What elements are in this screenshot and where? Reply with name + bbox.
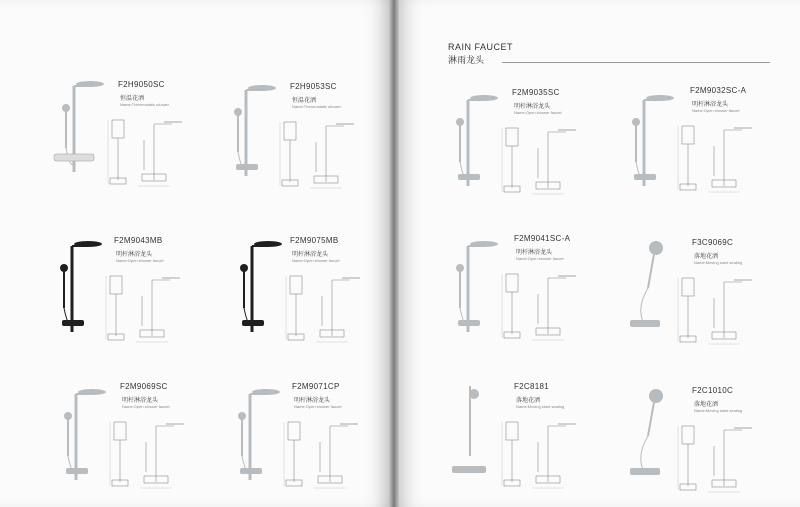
product-card[interactable] <box>620 376 790 496</box>
product-photo <box>620 376 680 496</box>
rain-head-icon <box>646 95 674 101</box>
hand-shower-head-icon <box>62 104 70 112</box>
product-code: F2M9032SC-A <box>690 86 747 95</box>
hand-shower-head-icon <box>240 264 248 272</box>
technical-drawing <box>108 114 208 194</box>
product-photo <box>226 376 286 496</box>
hand-shower-head-icon <box>60 264 68 272</box>
product-photo <box>50 68 110 188</box>
hand-shower-head-icon <box>649 241 663 255</box>
drawing-view-front <box>112 120 124 138</box>
product-photo <box>620 82 680 202</box>
section-title-en: RAIN FAUCET <box>448 42 514 52</box>
drawing-view-front <box>290 276 302 294</box>
mixer-body <box>66 468 88 474</box>
mixer-body <box>630 320 660 327</box>
hand-shower <box>648 254 654 288</box>
product-name-cn: 明杆淋浴龙头 <box>294 398 331 404</box>
technical-drawing <box>678 272 778 352</box>
product-photo <box>444 82 504 202</box>
technical-drawing <box>502 268 602 348</box>
mixer-body <box>634 174 656 180</box>
product-code: F2M9041SC-A <box>514 234 571 243</box>
product-code: F2M9035SC <box>512 88 560 97</box>
product-name-en: Name:Open shower faucet <box>122 404 170 409</box>
thermo-shelf <box>54 154 94 161</box>
product-name-en: Name:Open shower faucet <box>116 258 164 263</box>
product-name-cn: 明杆淋浴龙头 <box>122 398 159 404</box>
technical-drawing <box>106 270 206 350</box>
product-name-en: Name:Open shower faucet <box>692 108 740 113</box>
product-name-en: Name:Open shower faucet <box>292 258 340 263</box>
drawing-view-front <box>506 274 518 292</box>
product-name-cn: 落地花洒 <box>694 254 719 260</box>
product-name-cn: 落地花洒 <box>694 402 719 408</box>
product-card[interactable] <box>48 228 218 348</box>
technical-drawing <box>678 120 778 200</box>
product-name-cn: 明杆淋浴龙头 <box>116 252 153 258</box>
product-card[interactable] <box>222 72 392 192</box>
rain-head-icon <box>470 241 498 247</box>
mixer-body <box>452 466 486 473</box>
product-code: F3C9069C <box>692 238 734 247</box>
hand-shower-head-icon <box>238 412 246 420</box>
product-name-en: Name:Open shower faucet <box>516 256 564 261</box>
product-card[interactable] <box>228 228 398 348</box>
product-code: F2C8181 <box>514 382 550 391</box>
product-photo <box>52 376 112 496</box>
rain-head-icon <box>78 389 106 395</box>
mixer-body <box>458 174 480 180</box>
product-code: F2M9043MB <box>114 236 163 245</box>
technical-drawing <box>502 122 602 202</box>
product-name-cn: 明杆淋浴龙头 <box>692 102 729 108</box>
product-code: F2C1010C <box>692 386 734 395</box>
technical-drawing <box>678 420 778 500</box>
rain-head-icon <box>470 95 498 101</box>
product-card[interactable] <box>226 376 396 496</box>
drawing-view-front <box>682 426 694 444</box>
hand-shower-head-icon <box>64 412 72 420</box>
technical-drawing <box>286 270 386 350</box>
drawing-view-front <box>506 422 518 440</box>
section-title-cn: 淋雨龙头 <box>448 55 485 65</box>
product-photo <box>444 228 504 348</box>
drawing-view-front <box>110 276 122 294</box>
product-name-cn: 明杆淋浴龙头 <box>292 252 329 258</box>
product-name-en: Name:Moving slant seating <box>516 404 565 409</box>
product-name-cn: 明杆淋浴龙头 <box>514 104 551 110</box>
product-name-cn: 恒温花洒 <box>292 98 317 104</box>
mixer-body <box>242 320 264 326</box>
product-card[interactable] <box>620 228 790 348</box>
product-name-cn: 明杆淋浴龙头 <box>516 250 553 256</box>
product-card[interactable] <box>444 376 614 496</box>
technical-drawing <box>280 116 380 196</box>
product-code: F2M9075MB <box>290 236 339 245</box>
product-name-en: Name:Moving slant seating <box>694 260 743 265</box>
product-name-en: Name:Open shower faucet <box>294 404 342 409</box>
product-photo <box>620 228 680 348</box>
hand-shower-head-icon <box>469 389 479 399</box>
product-card[interactable] <box>620 82 790 202</box>
hand-shower-head-icon <box>649 389 663 403</box>
drawing-view-front <box>114 422 126 440</box>
technical-drawing <box>502 416 602 496</box>
product-card[interactable] <box>52 376 222 496</box>
hand-shower-head-icon <box>456 118 464 126</box>
product-name-en: Name:Thermostatic shower <box>292 104 341 109</box>
mixer-body <box>236 164 258 170</box>
product-photo <box>222 72 282 192</box>
product-code: F2M9071CP <box>292 382 340 391</box>
mixer-body <box>62 320 84 326</box>
product-code: F2H9053SC <box>290 82 337 91</box>
rain-head-icon <box>76 81 104 87</box>
rain-head-icon <box>248 85 276 91</box>
mixer-body <box>240 468 262 474</box>
rain-head-icon <box>254 241 282 247</box>
product-name-en: Name:Open shower faucet <box>514 110 562 115</box>
rain-head-icon <box>252 389 280 395</box>
product-name-en: Name:Thermostatic shower <box>120 102 169 107</box>
product-name-en: Name:Moving slant seating <box>694 408 743 413</box>
drawing-view-front <box>284 122 296 140</box>
drawing-view-front <box>288 422 300 440</box>
hose <box>641 288 648 324</box>
technical-drawing <box>110 416 210 496</box>
mixer-body <box>630 468 660 475</box>
hand-shower-head-icon <box>234 108 242 116</box>
hose <box>641 436 648 472</box>
hand-shower <box>648 402 654 436</box>
product-name-cn: 恒温花洒 <box>120 96 145 102</box>
drawing-view-front <box>682 278 694 296</box>
hand-shower-head-icon <box>632 118 640 126</box>
product-photo <box>48 228 108 348</box>
hand-shower-head-icon <box>456 264 464 272</box>
product-name-cn: 落地花洒 <box>516 398 541 404</box>
technical-drawing <box>284 416 384 496</box>
rain-head-icon <box>74 241 102 247</box>
product-card[interactable] <box>444 228 614 348</box>
product-code: F2M9069SC <box>120 382 168 391</box>
product-code: F2H9050SC <box>118 80 165 89</box>
drawing-view-front <box>682 126 694 144</box>
product-photo <box>444 376 504 496</box>
product-card[interactable] <box>50 68 220 188</box>
section-divider <box>502 62 770 63</box>
mixer-body <box>458 320 480 326</box>
drawing-view-front <box>506 128 518 146</box>
product-photo <box>228 228 288 348</box>
product-card[interactable] <box>444 82 614 202</box>
